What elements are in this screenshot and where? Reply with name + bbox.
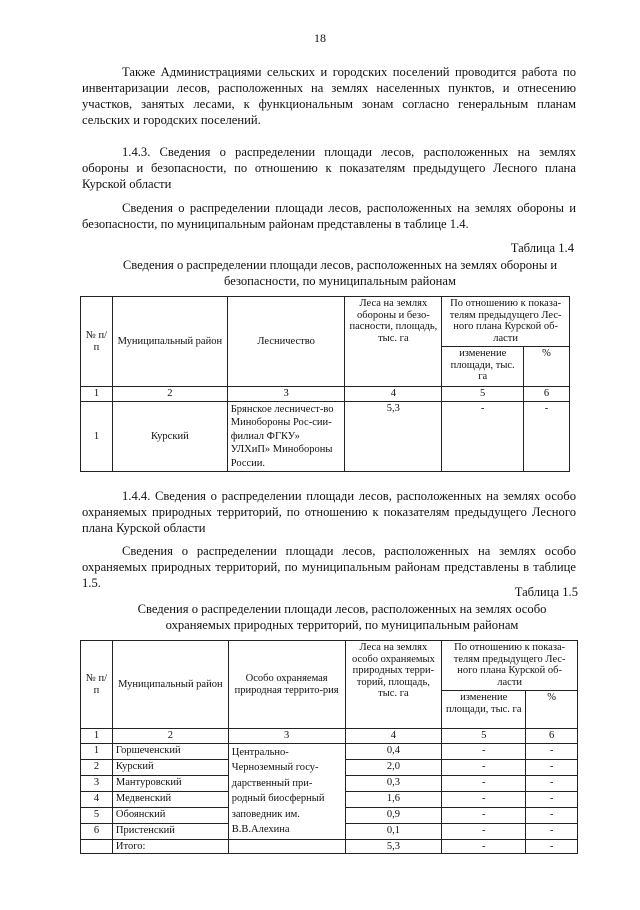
cell-area: 2,0	[345, 759, 442, 775]
cell-forestry: Брянское лесничест-во Минобороны Рос-сии-филиал ФГКУ» УЛХиП» Минобороны России.	[227, 401, 345, 472]
cell-pct: -	[526, 775, 578, 791]
header-pct: %	[524, 347, 570, 387]
section-144-heading: 1.4.4. Сведения о распределении площади лесов, расположенных на землях особо охраняемых природных территорий, по отношению к показателям предыдущего Лесного плана Курской области	[82, 489, 576, 535]
total-row	[81, 839, 578, 854]
col-number: 2	[112, 387, 227, 402]
header-territory: Особо охраняемая природная террито-рия	[228, 641, 345, 729]
intro-paragraph: Также Администрациями сельских и городских поселений проводится работа по инвентаризации лесов, расположенных на землях населенных пунктов, и отнесению участков, занятых лесами, к функциональным зонам согласно генеральным планам сельских и городских поселений.	[82, 65, 576, 127]
section-143-paragraph: Сведения о распределении площади лесов, расположенных на землях обороны и безопасности, по муниципальным районам представлены в таблице 1.4.	[82, 201, 576, 231]
cell-change: -	[442, 823, 526, 839]
cell-pct: -	[526, 743, 578, 759]
cell-area: 0,4	[345, 743, 442, 759]
header-district: Муниципальный район	[112, 297, 227, 387]
cell-area: 0,3	[345, 775, 442, 791]
cell-change: -	[442, 743, 526, 759]
col-number: 5	[442, 729, 526, 744]
col-number: 4	[345, 387, 442, 402]
cell-pct: -	[524, 401, 570, 472]
cell-num: 3	[81, 775, 113, 791]
header-group: По отношению к показа-телям предыдущего Лес-ного плана Курской об-ласти	[442, 641, 578, 691]
cell-area: 1,6	[345, 791, 442, 807]
cell-change: -	[442, 401, 524, 472]
col-number: 3	[228, 729, 345, 744]
table-1-5-title: Сведения о распределении площади лесов, расположенных на землях особо охраняемых природных территорий, по муниципальным районам	[137, 602, 547, 632]
cell-district: Медвенский	[112, 791, 228, 807]
total-change: -	[442, 839, 526, 854]
section-144-paragraph: Сведения о распределении площади лесов, расположенных на землях особо охраняемых природных территорий, по муниципальным районам представлены в таблице 1.5.	[82, 544, 576, 590]
cell-empty	[228, 839, 345, 854]
col-number: 6	[524, 387, 570, 402]
col-number: 3	[227, 387, 345, 402]
col-number: 6	[526, 729, 578, 744]
cell-num: 1	[81, 743, 113, 759]
cell-territory: Центрально-Черноземный госу-дарственный при-родный биосферный заповедник им. В.В.Алехина	[228, 743, 345, 839]
cell-num: 1	[81, 401, 113, 472]
header-change: изменение площади, тыс. га	[442, 347, 524, 387]
header-change: изменение площади, тыс. га	[442, 691, 526, 729]
col-number: 1	[81, 729, 113, 744]
table-row	[81, 401, 570, 472]
cell-area: 0,9	[345, 807, 442, 823]
cell-num: 5	[81, 807, 113, 823]
cell-num-empty	[81, 839, 113, 854]
cell-area: 5,3	[345, 401, 442, 472]
header-pct: %	[526, 691, 578, 729]
cell-change: -	[442, 775, 526, 791]
col-number: 2	[112, 729, 228, 744]
col-number: 1	[81, 387, 113, 402]
cell-pct: -	[526, 791, 578, 807]
header-forestry: Лесничество	[227, 297, 345, 387]
header-area: Леса на землях обороны и безо-пасности, площадь, тыс. га	[345, 297, 442, 387]
section-143-heading: 1.4.3. Сведения о распределении площади лесов, расположенных на землях обороны и безопасности, по отношению к показателям предыдущего Лесного плана Курской области	[82, 145, 576, 191]
cell-num: 2	[81, 759, 113, 775]
total-label: Итого:	[112, 839, 228, 854]
page-number: 18	[314, 31, 326, 45]
header-num: № п/п	[81, 297, 113, 387]
cell-pct: -	[526, 759, 578, 775]
cell-pct: -	[526, 807, 578, 823]
col-number: 4	[345, 729, 442, 744]
cell-district: Горшеченский	[112, 743, 228, 759]
cell-district: Обоянский	[112, 807, 228, 823]
cell-district: Мантуровский	[112, 775, 228, 791]
col-number: 5	[442, 387, 524, 402]
cell-district: Курский	[112, 759, 228, 775]
total-pct: -	[526, 839, 578, 854]
cell-pct: -	[526, 823, 578, 839]
table-1-4-label: Таблица 1.4	[510, 241, 574, 255]
header-num: № п/п	[81, 641, 113, 729]
header-area: Леса на землях особо охраняемых природных терри-торий, площадь, тыс. га	[345, 641, 442, 729]
table-1-5-label: Таблица 1.5	[514, 585, 578, 599]
cell-num: 6	[81, 823, 113, 839]
cell-change: -	[442, 807, 526, 823]
header-group: По отношению к показа-телям предыдущего Лес-ного плана Курской об-ласти	[442, 297, 570, 347]
table-1-4-title: Сведения о распределении площади лесов, расположенных на землях обороны и безопасности, по муниципальным районам	[122, 258, 558, 288]
cell-district: Курский	[112, 401, 227, 472]
cell-change: -	[442, 759, 526, 775]
table-1-5	[80, 640, 578, 854]
cell-area: 0,1	[345, 823, 442, 839]
total-area: 5,3	[345, 839, 442, 854]
cell-change: -	[442, 791, 526, 807]
table-1-4	[80, 296, 570, 472]
cell-num: 4	[81, 791, 113, 807]
table-row	[81, 743, 578, 759]
cell-district: Пристенский	[112, 823, 228, 839]
header-district: Муниципальный район	[112, 641, 228, 729]
